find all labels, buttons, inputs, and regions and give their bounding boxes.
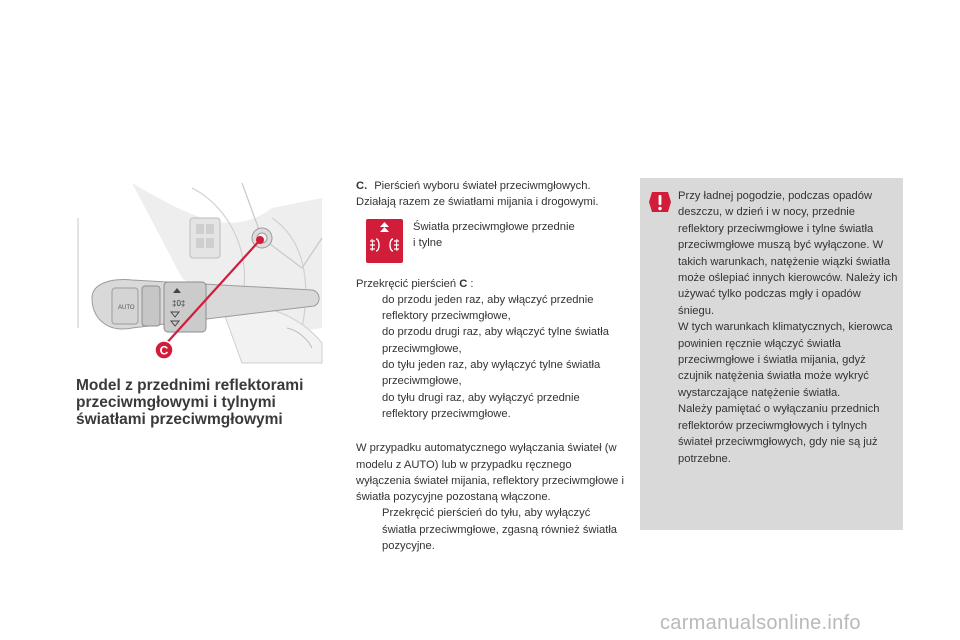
auto-paragraph: W przypadku automatycznego wyłączania świateł (w modelu z AUTO) lub w przypadku ręcznego wyłączenia świateł mijania, reflektory przeciwmgłowe i światła pozycyjne pozostaną włączone.	[356, 442, 624, 504]
svg-text:‡0‡: ‡0‡	[172, 299, 186, 308]
step-text: do przodu drugi raz, aby włączyć tylne światła przeciwmgłowe,	[382, 326, 609, 355]
warning-text	[678, 188, 898, 467]
warning-paragraph-2: W tych warunkach klimatycznych, kierowca powinien ręcznie włączyć światła przeciwmgłowe i światła mijania, gdyż czujnik natężenia światła może wykryć wystarczające natężenie światła.	[678, 321, 893, 399]
heading-line-1: Model z przednimi reflektorami	[76, 377, 304, 394]
turn-ring-letter: C	[459, 277, 468, 290]
step-text: do tyłu jeden raz, aby wyłączyć tylne światła przeciwmgłowe,	[382, 359, 601, 388]
front-rear-fog-lamp-icon	[366, 219, 403, 263]
callout-c-label: C	[159, 343, 169, 358]
turn-ring-steps	[356, 292, 626, 422]
warning-paragraph-1: Przy ładnej pogodzie, podczas opadów deszczu, w dzień i w nocy, przednie reflektory przeciwmgłowe i tylne światła przeciwmgłowe muszą być wyłączone. W takich warunkach, natężenie wiązki światła może oślepiać innych kierowców. Należy ich używać tylko podczas mgły i opadów śniegu.	[678, 190, 898, 317]
turn-ring-colon: :	[467, 277, 474, 290]
step-text: do tyłu drugi raz, aby wyłączyć przednie reflektory przeciwmgłowe.	[382, 391, 580, 420]
warning-box	[640, 178, 903, 530]
list-item	[356, 390, 626, 423]
list-item	[356, 292, 626, 325]
step-text: do przodu jeden raz, aby włączyć przednie reflektory przeciwmgłowe,	[382, 293, 594, 323]
stalk-illustration	[72, 178, 334, 370]
list-item	[356, 324, 626, 357]
turn-ring-label: Przekręcić pierścień	[356, 277, 457, 290]
watermark: carmanualsonline.info	[660, 612, 861, 634]
warning-paragraph-3: Należy pamiętać o wyłączaniu przednich reflektorów przeciwmgłowych i tylnych świateł przeciwmgłowych, gdy nie są już potrzebne.	[678, 403, 880, 465]
ring-intro	[356, 178, 626, 211]
heading-line-2: przeciwmgłowymi i tylnymi	[76, 394, 276, 411]
lamp-item	[356, 219, 626, 267]
list-item	[356, 505, 626, 554]
auto-label: AUTO	[118, 305, 135, 311]
lamp-line-2: i tylne	[413, 236, 443, 249]
ring-intro-text: Pierścień wyboru świateł przeciwmgłowych. Działają razem ze światłami mijania i drogowymi.	[356, 180, 599, 209]
section-heading	[76, 377, 326, 428]
description-column	[356, 178, 626, 554]
auto-steps	[356, 505, 626, 554]
step-text: Przekręcić pierścień do tyłu, aby wyłączyć światła przeciwmgłowe, zgasną również światła pozycyjne.	[382, 507, 618, 553]
ring-letter: C.	[356, 180, 368, 192]
list-item	[356, 357, 626, 390]
turn-ring-text	[356, 276, 626, 292]
warning-exclamation-icon	[648, 189, 672, 215]
lamp-text	[413, 219, 623, 252]
lamp-line-1: Światła przeciwmgłowe przednie	[413, 220, 575, 233]
heading-line-3: światłami przeciwmgłowymi	[76, 411, 283, 428]
